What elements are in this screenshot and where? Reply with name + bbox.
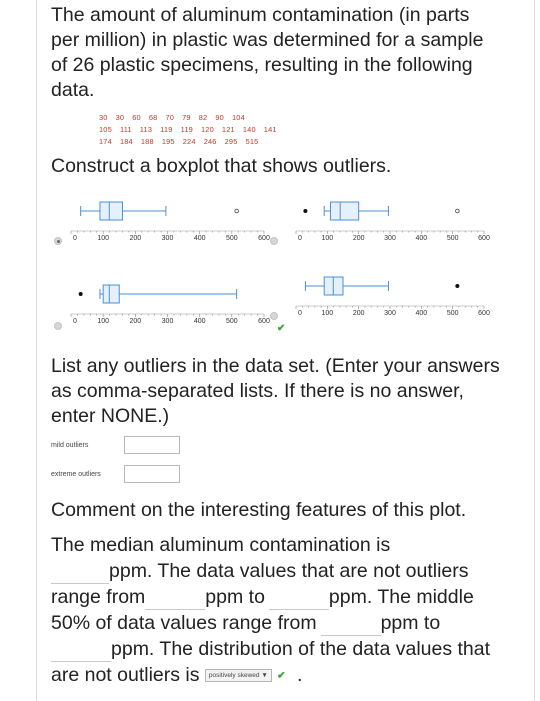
data-value: 140 [242, 125, 256, 134]
extreme-outlier-marker [303, 209, 307, 213]
data-value: 246 [203, 137, 217, 146]
ppm-to-text: ppm to [205, 586, 265, 608]
data-value: 70 [165, 113, 175, 122]
axis-tick-label: 500 [446, 235, 459, 242]
data-value: 30 [99, 113, 108, 122]
axis-tick-label: 600 [258, 318, 270, 325]
box [330, 202, 358, 220]
axis-tick-label: 200 [352, 310, 365, 317]
mild-outliers-label: mild outliers [51, 442, 89, 449]
axis-tick-label: 500 [446, 310, 459, 317]
comment-prompt: Comment on the interesting features of this plot. [51, 499, 467, 521]
correct-check-icon: ✔ [277, 323, 286, 334]
axis-tick-label: 100 [321, 310, 334, 317]
boxplot-option-a[interactable] [57, 195, 272, 253]
axis-tick-label: 0 [298, 235, 302, 242]
range-line [51, 585, 474, 610]
extreme-outliers-input[interactable] [124, 465, 180, 483]
data-row-1 [99, 113, 253, 122]
middle-line [51, 611, 440, 636]
outliers-prompt-line: enter NONE.) [51, 405, 170, 427]
outliers-prompt [51, 354, 531, 429]
axis-tick-label: 500 [225, 235, 238, 242]
distribution-line [51, 637, 490, 662]
skew-select[interactable] [205, 669, 272, 682]
extreme-outlier-marker [455, 284, 459, 288]
data-value: 68 [148, 113, 158, 122]
data-value: 188 [140, 137, 154, 146]
axis-tick-label: 300 [384, 310, 396, 317]
data-value: 121 [221, 125, 235, 134]
skew-check-icon: ✔ [277, 670, 286, 682]
axis-tick-label: 0 [73, 318, 77, 325]
middle-max-blank[interactable] [51, 641, 111, 662]
distribution-text: ppm. The distribution of the data values that [111, 638, 491, 660]
skew-line [51, 663, 302, 688]
box [103, 285, 119, 303]
not-outliers-text: are not outliers is [51, 664, 200, 686]
axis-tick-label: 500 [225, 318, 238, 325]
outliers-prompt-line: List any outliers in the data set. (Enter your answers [51, 355, 500, 377]
data-value: 120 [200, 125, 214, 134]
data-value: 113 [139, 125, 153, 134]
axis-tick-label: 400 [415, 235, 428, 242]
chevron-down-icon: ▼ [261, 672, 268, 680]
axis-tick-label: 0 [73, 235, 77, 242]
data-value: 90 [215, 113, 224, 122]
data-value: 195 [161, 137, 175, 146]
intro-line: per million) in plastic was determined for a sample [51, 29, 484, 51]
median-blank[interactable] [51, 563, 109, 584]
axis-tick-label: 400 [193, 318, 206, 325]
period-text: . [296, 664, 303, 686]
data-value: 174 [99, 137, 112, 146]
axis-tick-label: 600 [478, 235, 490, 242]
radio-option-a[interactable] [54, 237, 62, 245]
ppm-text: ppm. The data values that are not outliers [109, 560, 469, 582]
median-answer-line [51, 559, 469, 584]
axis-tick-label: 400 [415, 310, 428, 317]
middle-text: 50% of data values range from [51, 612, 317, 634]
data-value: 515 [245, 137, 259, 146]
axis-tick-label: 200 [352, 235, 365, 242]
data-value: 104 [232, 113, 245, 122]
boxplot-option-b[interactable] [282, 195, 492, 253]
ppm-to2-text: ppm to [380, 612, 441, 634]
boxplot-prompt: Construct a boxplot that shows outliers. [51, 155, 392, 177]
boxplot-option-c[interactable] [57, 278, 272, 336]
range-min-blank[interactable] [145, 589, 205, 610]
axis-tick-label: 200 [129, 235, 142, 242]
radio-option-b[interactable] [270, 237, 278, 245]
data-value: 82 [198, 113, 208, 122]
data-row-3 [99, 137, 267, 146]
axis-tick-label: 100 [97, 235, 110, 242]
intro-line: The amount of aluminum contamination (in parts [51, 4, 470, 26]
outliers-prompt-line: as comma-separated lists. If there is no answer, [51, 380, 464, 402]
mild-outlier-marker [235, 209, 239, 213]
intro-line: data. [51, 79, 95, 101]
data-value: 119 [160, 125, 173, 134]
range-max-blank[interactable] [269, 589, 329, 610]
axis-tick-label: 0 [298, 310, 302, 317]
data-value: 141 [263, 125, 277, 134]
axis-tick-label: 300 [161, 318, 174, 325]
axis-tick-label: 200 [129, 318, 142, 325]
intro-line: of 26 plastic specimens, resulting in the following [51, 54, 473, 76]
axis-tick-label: 600 [258, 235, 270, 242]
data-value: 60 [132, 113, 141, 122]
radio-option-c[interactable] [54, 322, 62, 330]
mild-outliers-input[interactable] [124, 436, 180, 454]
axis-tick-label: 400 [193, 235, 206, 242]
axis-tick-label: 300 [161, 235, 174, 242]
data-value: 30 [115, 113, 125, 122]
extreme-outliers-label: extreme outliers [51, 471, 101, 478]
ppm-middle-text: ppm. The middle [328, 586, 474, 608]
box [100, 202, 123, 220]
extreme-outlier-marker [79, 292, 83, 296]
middle-min-blank[interactable] [321, 615, 381, 636]
data-value: 295 [224, 137, 238, 146]
axis-tick-label: 100 [97, 318, 110, 325]
mild-outlier-marker [456, 209, 460, 213]
radio-option-d[interactable] [270, 312, 278, 320]
data-row-2 [99, 125, 285, 134]
axis-tick-label: 600 [478, 310, 490, 317]
question-panel [36, 0, 535, 701]
intro-text [51, 3, 531, 103]
skew-select-value: positively skewed [208, 672, 260, 680]
boxplot-option-d[interactable] [282, 270, 492, 328]
axis-tick-label: 100 [321, 235, 334, 242]
data-value: 184 [119, 137, 133, 146]
data-value: 105 [99, 125, 112, 134]
axis-tick-label: 300 [384, 235, 396, 242]
range-from-text: range from [51, 586, 146, 608]
data-value: 79 [182, 113, 191, 122]
data-value: 119 [180, 125, 193, 134]
data-value: 224 [182, 137, 196, 146]
median-text: The median aluminum contamination is [51, 534, 391, 556]
data-value: 111 [119, 125, 132, 134]
